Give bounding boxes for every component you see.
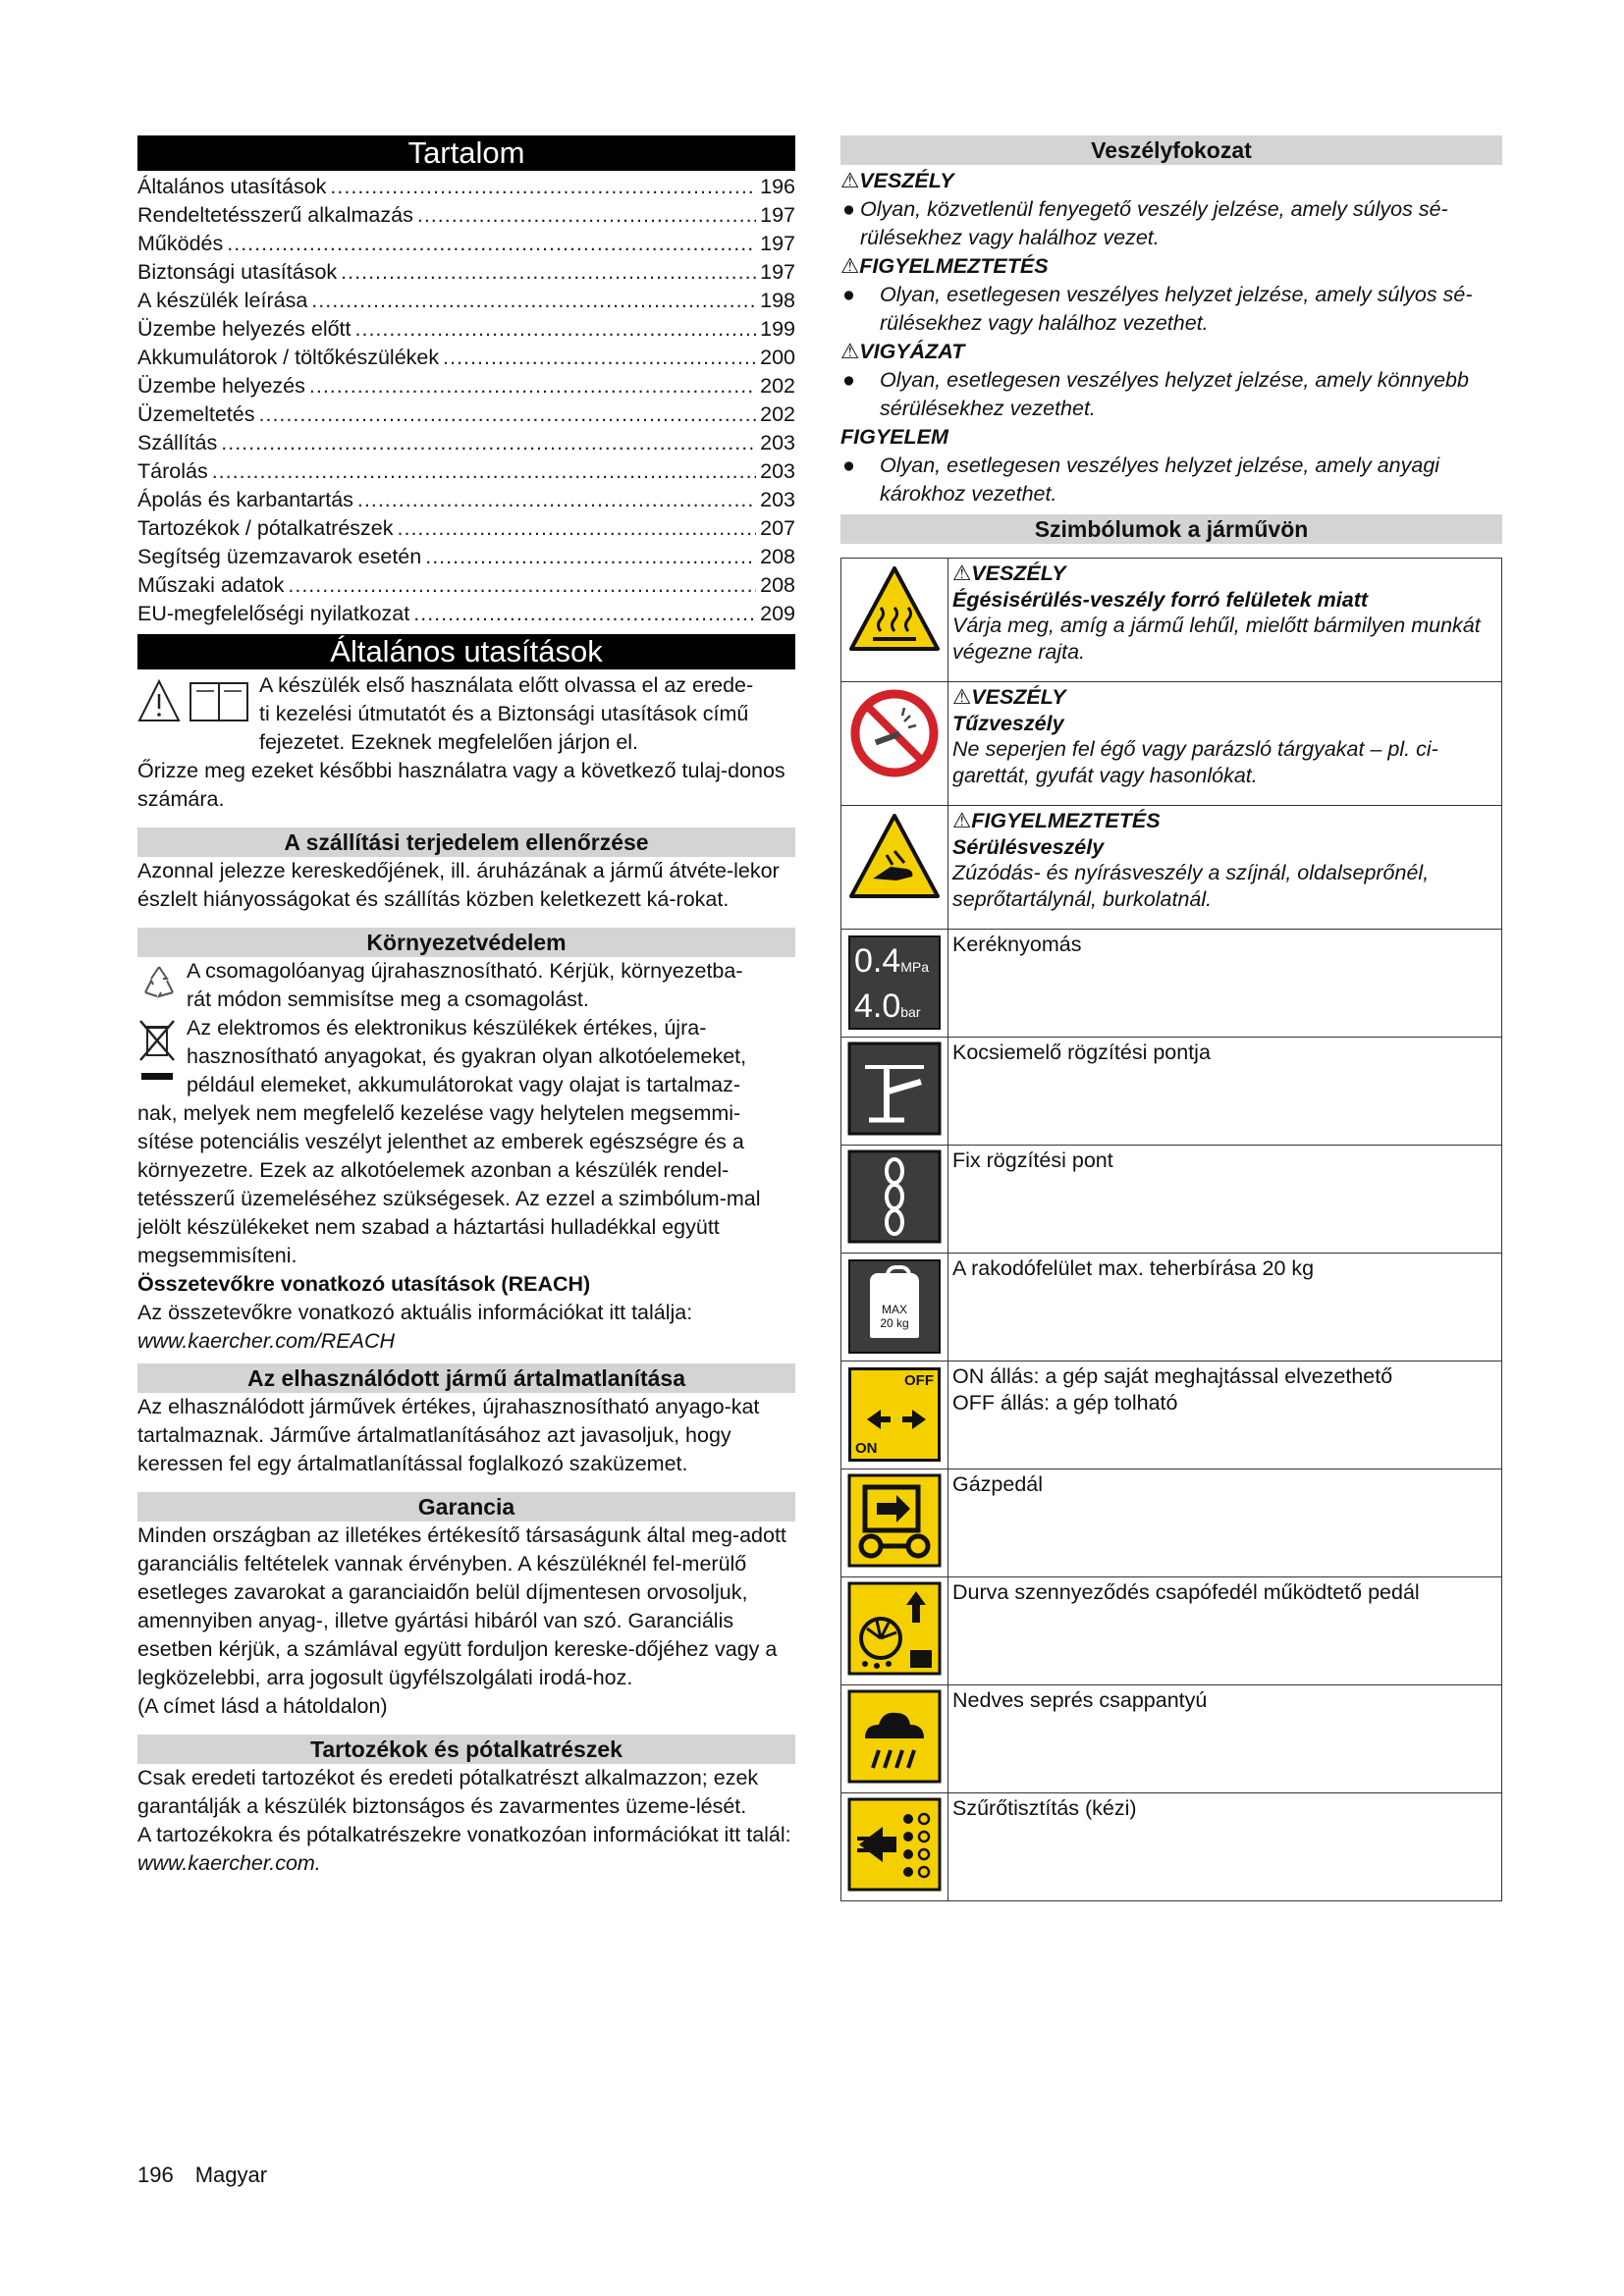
toc-entry[interactable]: Műszaki adatok ..... 208 [137, 571, 795, 600]
left-column [137, 135, 795, 1878]
table-row [841, 682, 1502, 806]
hazard-level-description: ● Olyan, esetlegesen veszélyes helyzet jelzése, amely súlyos sé-rülésekhez vagy halálhoz vezethet. [842, 283, 1473, 335]
footer-language: Magyar [194, 2163, 268, 2187]
weee-line: például elemeket, akkumulátorokat vagy olajat is tartalmaz- [187, 1073, 741, 1096]
hazard-level-label: ⚠FIGYELMEZTETÉS [840, 254, 1049, 278]
toc-entry[interactable]: Szállítás ..... 203 [137, 429, 795, 457]
packaging-notice [137, 957, 795, 1014]
tie-down-point-icon [847, 1149, 942, 1244]
recycling-icon [137, 961, 181, 1004]
symbol-text: Nedves seprés csappantyú [952, 1688, 1208, 1712]
symbol-heading: Tűzveszély [952, 711, 1064, 735]
accessories-info [137, 1821, 795, 1878]
hazard-level-description: ● Olyan, esetlegesen veszélyes helyzet jelzése, amely könnyebb sérülésekhez vezethet. [842, 368, 1469, 420]
toc-title: Tartalom [137, 135, 795, 171]
intro-line: A készülék első használata előtt olvassa el az erede- [259, 673, 754, 697]
toc-entry[interactable]: Tartozékok / pótalkatrészek ..... 207 [137, 514, 795, 543]
disposal-text: Az elhasználódott járművek értékes, újrahasznosítható anyago-kat tartalmaznak. Járműve ártalmatlanításához azt javasoljuk, hogy keressen fel egy ártalmatlanítással foglalkozó szaküzemet. [137, 1395, 760, 1475]
symbol-text: Várja meg, amíg a jármű lehűl, mielőtt bármilyen munkát végezne rajta. [952, 614, 1481, 664]
double-arrow-icon [867, 1408, 926, 1431]
icon-label: OFF [904, 1372, 934, 1389]
weee-notice [137, 1014, 795, 1099]
symbol-heading: Sérülésveszély [952, 834, 1105, 859]
toc-entry[interactable]: Rendeltetésszerű alkalmazás ..... 197 [137, 201, 795, 230]
read-manual-icons [137, 671, 259, 733]
page-footer [137, 2163, 289, 2188]
toc-entry[interactable]: Biztonsági utasítások ..... 197 [137, 258, 795, 287]
delivery-check-title: A szállítási terjedelem ellenőrzése [137, 828, 795, 857]
accessories-info-prefix: A tartozékokra és pótalkatrészekre vonatkozóan információkat itt talál: [137, 1823, 791, 1846]
icon-label: MPa [900, 959, 930, 975]
toc-entry[interactable]: Általános utasítások ..... 196 [137, 173, 795, 201]
table-row [841, 1685, 1502, 1793]
table-row [841, 1254, 1502, 1362]
max-load-icon [848, 1259, 941, 1354]
accessories-text: Csak eredeti tartozékot és eredeti pótalkatrészt alkalmazzon; ezek garantálják a készülék biztonságos és zavarmentes üzeme-lését. [137, 1766, 759, 1818]
icon-label: bar [900, 1004, 921, 1020]
weee-text: nak, melyek nem megfelelő kezelése vagy helytelen megsemmi-sítése potenciális veszélyt jelenthet az emberek egészségre és a környezetre. Ezek az alkotóelemek azonban a készülék rendel-tetésszerű üzemeléséhez szükségesek. Az ezzel a szimbólum-mal jelölt készülékeket nem szabad a háztartási hulladékkal együtt megsemmisíteni. [137, 1101, 761, 1267]
reach-link[interactable]: www.kaercher.com/REACH [137, 1329, 396, 1353]
symbol-text: Durva szennyeződés csapófedél működtető pedál [952, 1580, 1420, 1604]
symbol-heading: Égésisérülés-veszély forró felületek miatt [952, 587, 1369, 612]
symbol-text: Keréknyomás [952, 933, 1082, 956]
table-of-contents [137, 173, 795, 628]
accessories-link[interactable]: www.kaercher.com. [137, 1851, 321, 1875]
reach-text: Az összetevőkre vonatkozó aktuális információkat itt találja: [137, 1301, 693, 1324]
table-row [841, 1038, 1502, 1146]
symbol-text: OFF állás: a gép tolható [952, 1390, 1178, 1415]
tire-pressure-icon [848, 935, 941, 1030]
intro-line: fejezetet. Ezeknek megfelelően járjon el. [259, 730, 639, 754]
table-row [841, 806, 1502, 930]
icon-label: 20 kg [880, 1316, 909, 1330]
warranty-text: Minden országban az illetékes értékesítő társaságunk által meg-adott garanciális feltételek vannak érvényben. A készüléknél fel-merülő esetleges zavarokat a garanciaidőn belül díjmentesen orvosoljuk, amennyiben anyag-, illetve gyártási hibáról van szó. Garanciális esetben kérjük, a számlával együtt forduljon kereske-dőjéhez vagy a legközelebbi, arra jogosult ügyfélszolgálati irodá-hoz. [137, 1523, 786, 1689]
toc-entry[interactable]: Működés ..... 197 [137, 230, 795, 258]
right-column [840, 135, 1502, 1901]
keep-instructions-text: Őrizze meg ezeket későbbi használatra vagy a következő tulaj-donos számára. [137, 759, 785, 811]
jack-point-icon [847, 1041, 942, 1136]
symbol-text: Szűrőtisztítás (kézi) [952, 1796, 1137, 1820]
table-row [841, 1362, 1502, 1469]
no-burning-objects-icon [847, 686, 942, 780]
weee-line: hasznosítható anyagokat, és gyakran olyan alkotóelemeket, [187, 1044, 747, 1068]
warning-book-icon [137, 677, 253, 728]
filter-cleaning-icon [847, 1797, 942, 1892]
toc-entry[interactable]: Üzembe helyezés ..... 202 [137, 372, 795, 400]
toc-entry[interactable]: Segítség üzemzavarok esetén ..... 208 [137, 543, 795, 571]
coarse-dirt-flap-pedal-icon [847, 1581, 942, 1676]
wet-sweeping-flap-icon [847, 1689, 942, 1784]
warranty-address-note: (A címet lásd a hátoldalon) [137, 1694, 388, 1718]
packaging-line: A csomagolóanyag újrahasznosítható. Kérjük, környezetba- [187, 959, 743, 983]
table-row [841, 1793, 1502, 1901]
symbol-text: A rakodófelület max. teherbírása 20 kg [952, 1256, 1315, 1280]
table-row [841, 1146, 1502, 1254]
accessories-title: Tartozékok és pótalkatrészek [137, 1735, 795, 1764]
intro-line: ti kezelési útmutatót és a Biztonsági utasítások című [259, 702, 749, 725]
read-manual-notice [137, 671, 795, 757]
toc-entry[interactable]: A készülék leírása ..... 198 [137, 287, 795, 315]
toc-entry[interactable]: EU-megfelelőségi nyilatkozat ..... 209 [137, 600, 795, 628]
symbol-level: ⚠VESZÉLY [952, 561, 1066, 585]
vehicle-symbols-title: Szimbólumok a járművön [840, 514, 1502, 544]
symbol-text: Ne seperjen fel égő vagy parázsló tárgyakat – pl. ci-garettát, gyufát vagy hasonlókat. [952, 737, 1438, 787]
icon-label: 0.4 [854, 942, 901, 980]
packaging-line: rát módon semmisítse meg a csomagolást. [187, 988, 589, 1011]
toc-entry[interactable]: Ápolás és karbantartás ..... 203 [137, 486, 795, 514]
hot-surface-warning-icon [847, 562, 942, 657]
warranty-title: Garancia [137, 1492, 795, 1522]
symbol-text: Fix rögzítési pont [952, 1148, 1113, 1172]
toc-entry[interactable]: Üzembe helyezés előtt ..... 199 [137, 315, 795, 344]
page-number: 196 [137, 2163, 174, 2187]
vehicle-symbols-table [840, 558, 1502, 1901]
table-row [841, 930, 1502, 1038]
hazard-level-description: ● Olyan, közvetlenül fenyegető veszély jelzése, amely súlyos sé-rülésekhez vagy halálhoz vezet. [842, 197, 1448, 249]
table-row [841, 559, 1502, 682]
environment-title: Környezetvédelem [137, 928, 795, 957]
table-row [841, 1469, 1502, 1577]
hazard-levels-title: Veszélyfokozat [840, 135, 1502, 165]
hazard-level-label: ⚠VESZÉLY [840, 169, 954, 192]
symbol-text: Gázpedál [952, 1472, 1044, 1496]
crossed-bin-icon [137, 1018, 177, 1087]
hazard-level-label: FIGYELEM [840, 425, 948, 449]
delivery-check-text: Azonnal jelezze kereskedőjének, ill. áruházának a jármű átvéte-lekor észlelt hiányosságokat és szállítás közben keletkezett ká-rokat. [137, 859, 780, 911]
symbol-text: ON állás: a gép saját meghajtással elvezethető [952, 1364, 1393, 1388]
symbol-level: ⚠FIGYELMEZTETÉS [952, 809, 1161, 832]
symbol-text: Zúzódás- és nyírásveszély a szíjnál, oldalseprőnél, seprőtartálynál, burkolatnál. [952, 861, 1430, 911]
hazard-level-description: ● Olyan, esetlegesen veszélyes helyzet jelzése, amely anyagi károkhoz vezethet. [842, 454, 1440, 506]
toc-entry[interactable]: Akkumulátorok / töltőkészülékek ..... 200 [137, 344, 795, 372]
disposal-title: Az elhasználódott jármű ártalmatlanítása [137, 1363, 795, 1393]
hand-crush-warning-icon [847, 810, 942, 904]
icon-label: 4.0 [854, 988, 901, 1025]
weee-line: Az elektromos és elektronikus készülékek értékes, újra- [187, 1016, 707, 1040]
toc-entry[interactable]: Üzemeltetés ..... 202 [137, 400, 795, 429]
symbol-level: ⚠VESZÉLY [952, 685, 1066, 709]
table-row [841, 1577, 1502, 1685]
general-instructions-title: Általános utasítások [137, 634, 795, 669]
symbol-text: Kocsiemelő rögzítési pontja [952, 1041, 1211, 1064]
on-off-switch-icon [848, 1367, 941, 1462]
icon-label: MAX [881, 1303, 907, 1316]
reach-title: Összetevőkre vonatkozó utasítások (REACH) [137, 1272, 591, 1296]
accelerator-pedal-icon [847, 1473, 942, 1568]
hazard-level-label: ⚠VIGYÁZAT [840, 340, 965, 363]
toc-entry[interactable]: Tárolás ..... 203 [137, 457, 795, 486]
icon-label: ON [855, 1440, 878, 1457]
